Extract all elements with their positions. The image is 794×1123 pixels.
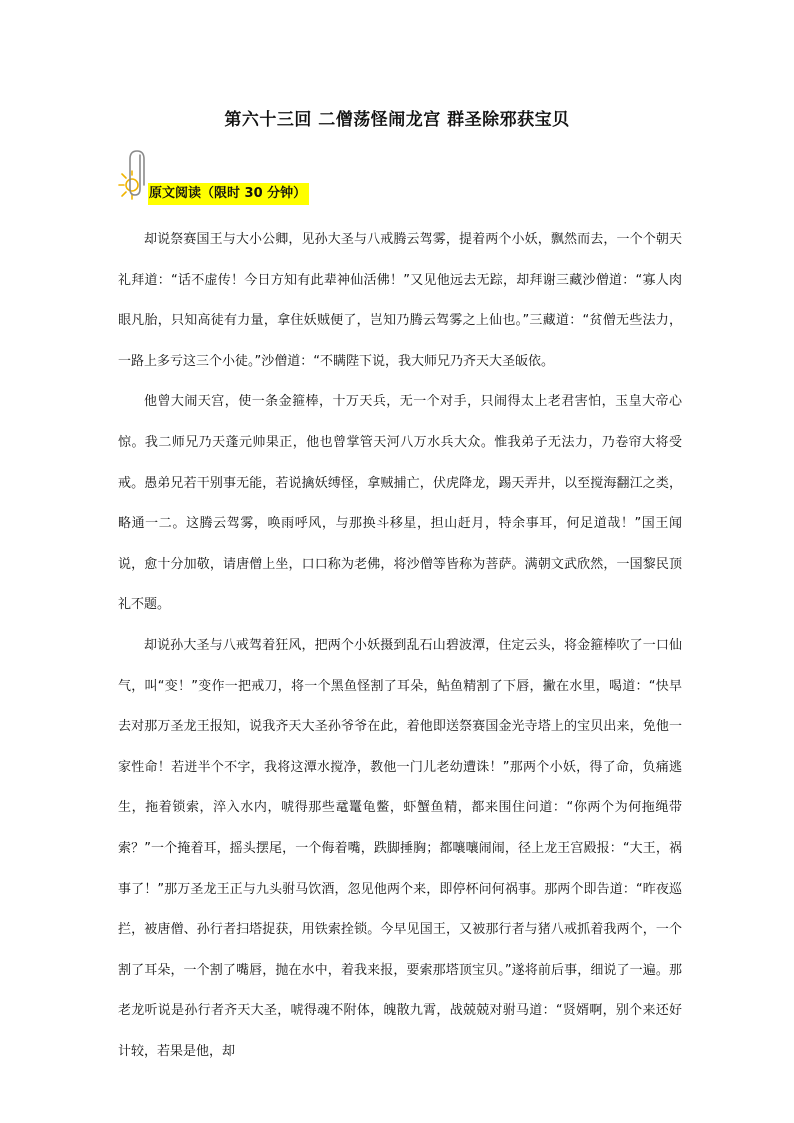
paragraph: 却说祭赛国王与大小公卿，见孙大圣与八戒腾云驾雾，提着两个小妖，飘然而去，一个个朝天礼拜道：“话不虚传！今日方知有此辈神仙活佛！”又见他远去无踪，却拜谢三藏沙僧道：“寡人肉眼凡胎，只知高徒有力量，拿住妖贼便了，岂知乃腾云驾雾之上仙也。”三藏道：“贫僧无些法力，一路上多亏这三个小徒。”沙僧道：“不瞒陛下说，我大师兄乃齐天大圣皈依。 [118,232,682,369]
section-header [118,145,338,207]
section-label: 原文阅读（限时 30 分钟） [148,183,309,205]
body-text [118,220,682,1072]
chapter-title: 第六十三回 二僧荡怪闹龙宫 群圣除邪获宝贝 [224,110,570,130]
paragraph: 却说孙大圣与八戒驾着狂风，把两个小妖摄到乱石山碧波潭，住定云头，将金箍棒吹了一口仙气，叫“变！”变作一把戒刀，将一个黑鱼怪割了耳朵，鲇鱼精割了下唇，撇在水里，喝道：“快早去对那万圣龙王报知，说我齐天大圣孙爷爷在此，着他即送祭赛国金光寺塔上的宝贝出来，免他一家性命！若迸半个不字，我将这潭水搅净，教他一门儿老幼遭诛！”那两个小妖，得了命，负痛逃生，拖着锁索，淬入水内，唬得那些鼋鼍龟鳖，虾蟹鱼精，都来围住问道：“你两个为何拖绳带索？”一个掩着耳，摇头摆尾，一个侮着嘴，跌脚捶胸；都嚷嚷闹闹，径上龙王宫殿报：“大王，祸事了！”那万圣龙王正与九头驸马饮酒，忽见他两个来，即停杯问何祸事。那两个即告道：“昨夜巡拦，被唐僧、孙行者扫塔捉获，用铁索拴锁。今早见国王，又被那行者与猪八戒抓着我两个，一个割了耳朵，一个割了嘴唇，抛在水中，着我来报，要索那塔顶宝贝。”遂将前后事，细说了一遍。那老龙听说是孙行者齐天大圣，唬得魂不附体，魄散九霄，战兢兢对驸马道：“贤婿啊，别个来还好计较，若果是他，却 [118,637,682,1059]
paragraph: 他曾大闹天宫，使一条金箍棒，十万天兵，无一个对手，只闹得太上老君害怕，玉皇大帝心惊。我二师兄乃天蓬元帅果正，他也曾掌管天河八万水兵大众。惟我弟子无法力，乃卷帘大将受戒。愚弟兄若干别事无能，若说擒妖缚怪，拿贼捕亡，伏虎降龙，踢天弄井，以至搅海翻江之类，略通一二。这腾云驾雾，唤雨呼风，与那换斗移星，担山赶月，特余事耳，何足道哉！”国王闻说，愈十分加敬，请唐僧上坐，口口称为老佛，将沙僧等皆称为菩萨。满朝文武欣然，一国黎民顶礼不题。 [118,394,682,613]
